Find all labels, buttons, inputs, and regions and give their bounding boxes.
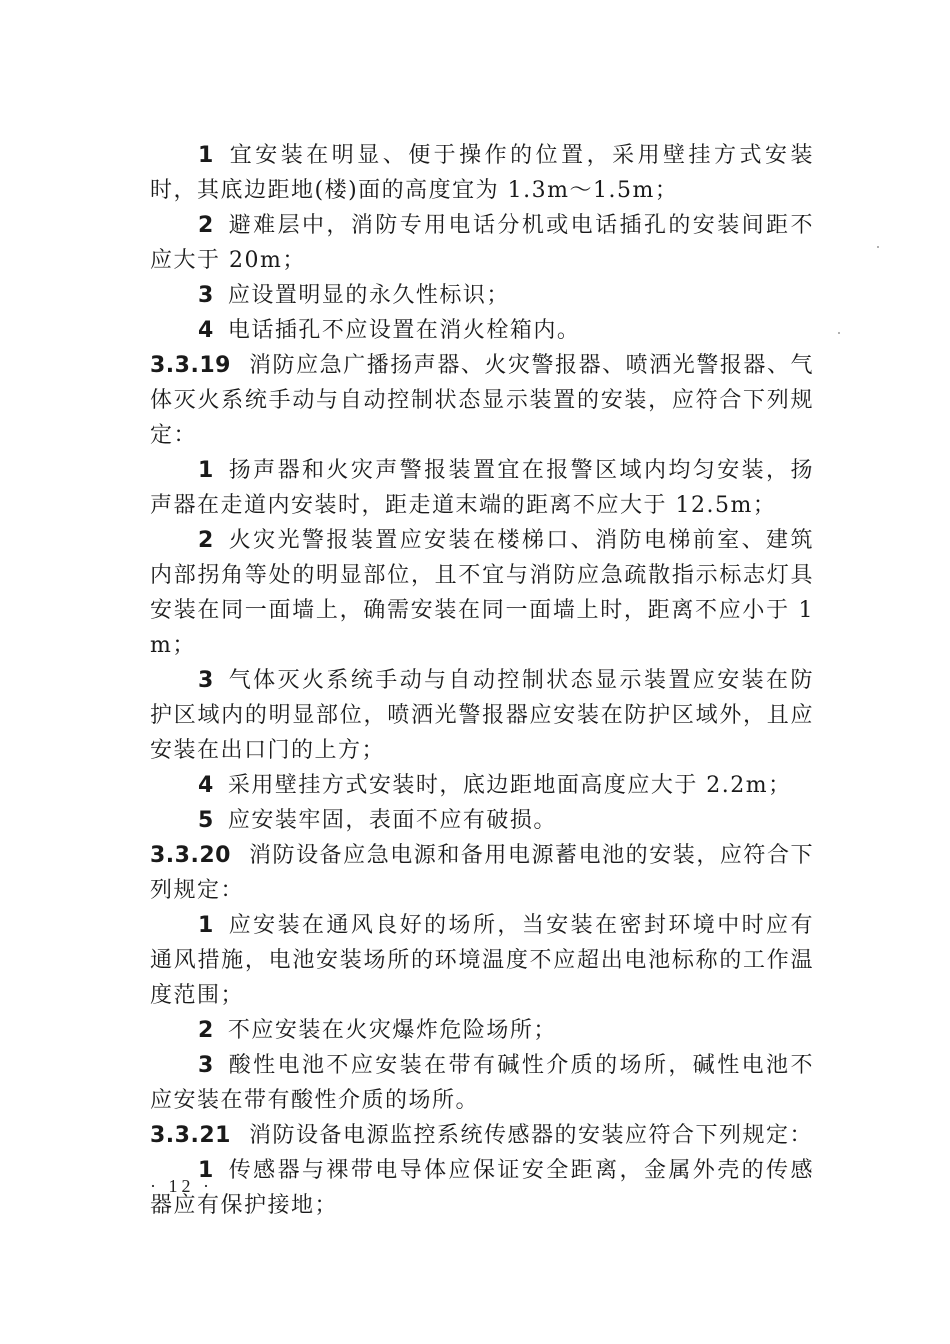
scan-speck [877,246,879,248]
clause-text: 消防应急广播扬声器、火灾警报器、喷洒光警报器、气体灭火系统手动与自动控制状态显示装置的安装，应符合下列规定： [150,353,814,448]
item-number: 1 [198,458,214,483]
clause-number: 3.3.20 [150,843,231,868]
clause-3-3-20 [150,838,814,908]
item-text: 应安装牢固，表面不应有破损。 [227,808,557,833]
item-number: 3 [198,668,214,693]
item-number: 1 [198,143,214,168]
item-4 [150,768,814,803]
item-text: 气体灭火系统手动与自动控制状态显示装置应安装在防护区域内的明显部位，喷洒光警报器应安装在防护区域外，且应安装在出口门的上方； [150,668,814,763]
item-text: 扬声器和火灾声警报装置宜在报警区域内均匀安装，扬声器在走道内安装时，距走道末端的距离不应大于 12.5m； [150,458,814,518]
clause-3-3-21 [150,1118,814,1153]
item-5 [150,803,814,838]
page-number: · 12 · [150,1176,213,1196]
item-text: 火灾光警报装置应安装在楼梯口、消防电梯前室、建筑内部拐角等处的明显部位，且不宜与消防应急疏散指示标志灯具安装在同一面墙上，确需安装在同一面墙上时，距离不应小于 1m； [150,528,814,658]
item-1 [150,453,814,523]
item-text: 宜安装在明显、便于操作的位置，采用壁挂方式安装时，其底边距地(楼)面的高度宜为 1.3m～1.5m； [150,143,814,203]
item-number: 3 [198,283,214,308]
item-text: 应设置明显的永久性标识； [227,283,510,308]
item-3 [150,663,814,768]
item-text: 酸性电池不应安装在带有碱性介质的场所，碱性电池不应安装在带有酸性介质的场所。 [150,1053,814,1113]
item-number: 5 [198,808,214,833]
item-number: 2 [198,213,214,238]
item-2 [150,523,814,663]
clause-number: 3.3.19 [150,353,231,378]
item-1 [150,1153,814,1223]
item-1 [150,138,814,208]
item-2 [150,208,814,278]
item-text: 避难层中，消防专用电话分机或电话插孔的安装间距不应大于 20m； [150,213,814,273]
clause-text: 消防设备电源监控系统传感器的安装应符合下列规定： [248,1123,813,1148]
item-number: 2 [198,528,214,553]
item-number: 1 [198,1158,214,1183]
item-number: 3 [198,1053,214,1078]
item-number: 4 [198,318,214,343]
item-3 [150,278,814,313]
item-2 [150,1013,814,1048]
page-content [150,138,814,1223]
scan-speck [838,332,840,334]
item-text: 传感器与裸带电导体应保证安全距离，金属外壳的传感器应有保护接地； [150,1158,814,1218]
item-text: 采用壁挂方式安装时，底边距地面高度应大于 2.2m； [227,773,792,798]
clause-text: 消防设备应急电源和备用电源蓄电池的安装，应符合下列规定： [150,843,814,903]
clause-number: 3.3.21 [150,1123,231,1148]
item-text: 应安装在通风良好的场所，当安装在密封环境中时应有通风措施，电池安装场所的环境温度不应超出电池标称的工作温度范围； [150,913,814,1008]
item-text: 电话插孔不应设置在消火栓箱内。 [227,318,581,343]
item-text: 不应安装在火灾爆炸危险场所； [227,1018,557,1043]
item-number: 4 [198,773,214,798]
item-4 [150,313,814,348]
clause-3-3-19 [150,348,814,453]
item-3 [150,1048,814,1118]
item-number: 1 [198,913,214,938]
item-1 [150,908,814,1013]
item-number: 2 [198,1018,214,1043]
